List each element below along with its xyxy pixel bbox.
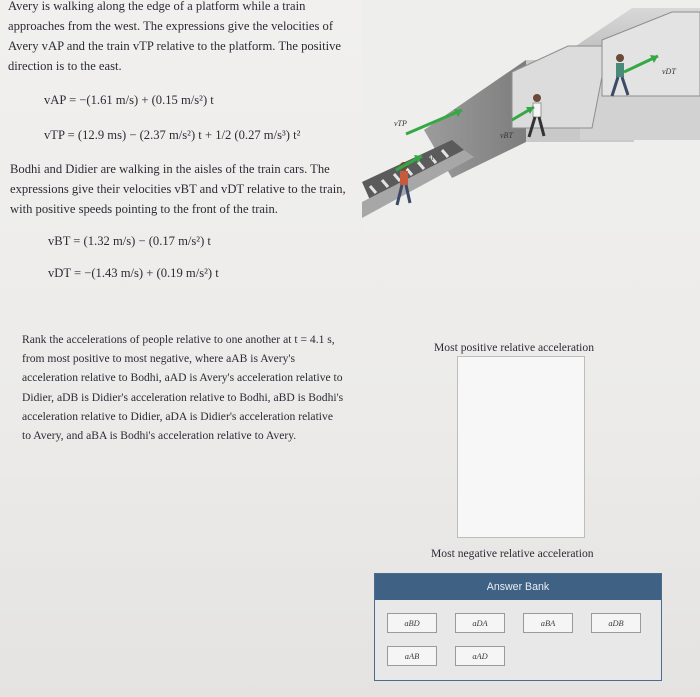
label-vap: vAP — [424, 154, 436, 162]
answer-chip[interactable]: aDB — [591, 613, 641, 633]
train-platform-figure — [362, 0, 700, 232]
equation-vtp: vTP = (12.9 ms) − (2.37 m/s²) t + 1/2 (0.27 m/s³) t² — [44, 128, 301, 142]
answer-bank-title: Answer Bank — [375, 574, 661, 600]
equation-vap: vAP = −(1.61 m/s) + (0.15 m/s²) t — [44, 93, 214, 107]
label-vtp: vTP — [394, 119, 407, 128]
answer-chip[interactable]: aBA — [523, 613, 573, 633]
intro-paragraph: Avery is walking along the edge of a platform while a train approaches from the west. The expressions give the velocities of Avery vAP and the train vTP relative to the platform. The positive direction is to the east. — [8, 0, 341, 73]
answer-bank-body — [375, 600, 661, 680]
label-vbt: vBT — [500, 131, 513, 140]
answer-chip[interactable]: aAB — [387, 646, 437, 666]
most-negative-label: Most negative relative acceleration — [431, 547, 594, 560]
answer-chip[interactable]: aDA — [455, 613, 505, 633]
answer-chip[interactable]: aAD — [455, 646, 505, 666]
answer-chip[interactable]: aBD — [387, 613, 437, 633]
rank-instructions: Rank the accelerations of people relative to one another at t = 4.1 s, from most positive to most negative, where aAB is Avery's acceleration relative to Bodhi, aAD is Avery's acceleration relative to Didier, aDB is Didier's acceleration relative to Bodhi, aBD is Bodhi's acceleration relative to Didier, aDA is Didier's acceleration relative to Avery, and aBA is Bodhi's acceleration relative to Avery. — [22, 333, 344, 443]
equation-vdt: vDT = −(1.43 m/s) + (0.19 m/s²) t — [48, 266, 219, 280]
most-positive-label: Most positive relative acceleration — [434, 341, 594, 354]
ranking-drop-zone[interactable] — [457, 356, 585, 538]
train-paragraph: Bodhi and Didier are walking in the aisles of the train cars. The expressions give their velocities vBT and vDT relative to the train, with positive speeds pointing to the front of the train. — [10, 162, 346, 216]
label-vdt: vDT — [662, 67, 676, 76]
equation-vbt: vBT = (1.32 m/s) − (0.17 m/s²) t — [48, 234, 211, 248]
answer-bank — [374, 573, 662, 681]
